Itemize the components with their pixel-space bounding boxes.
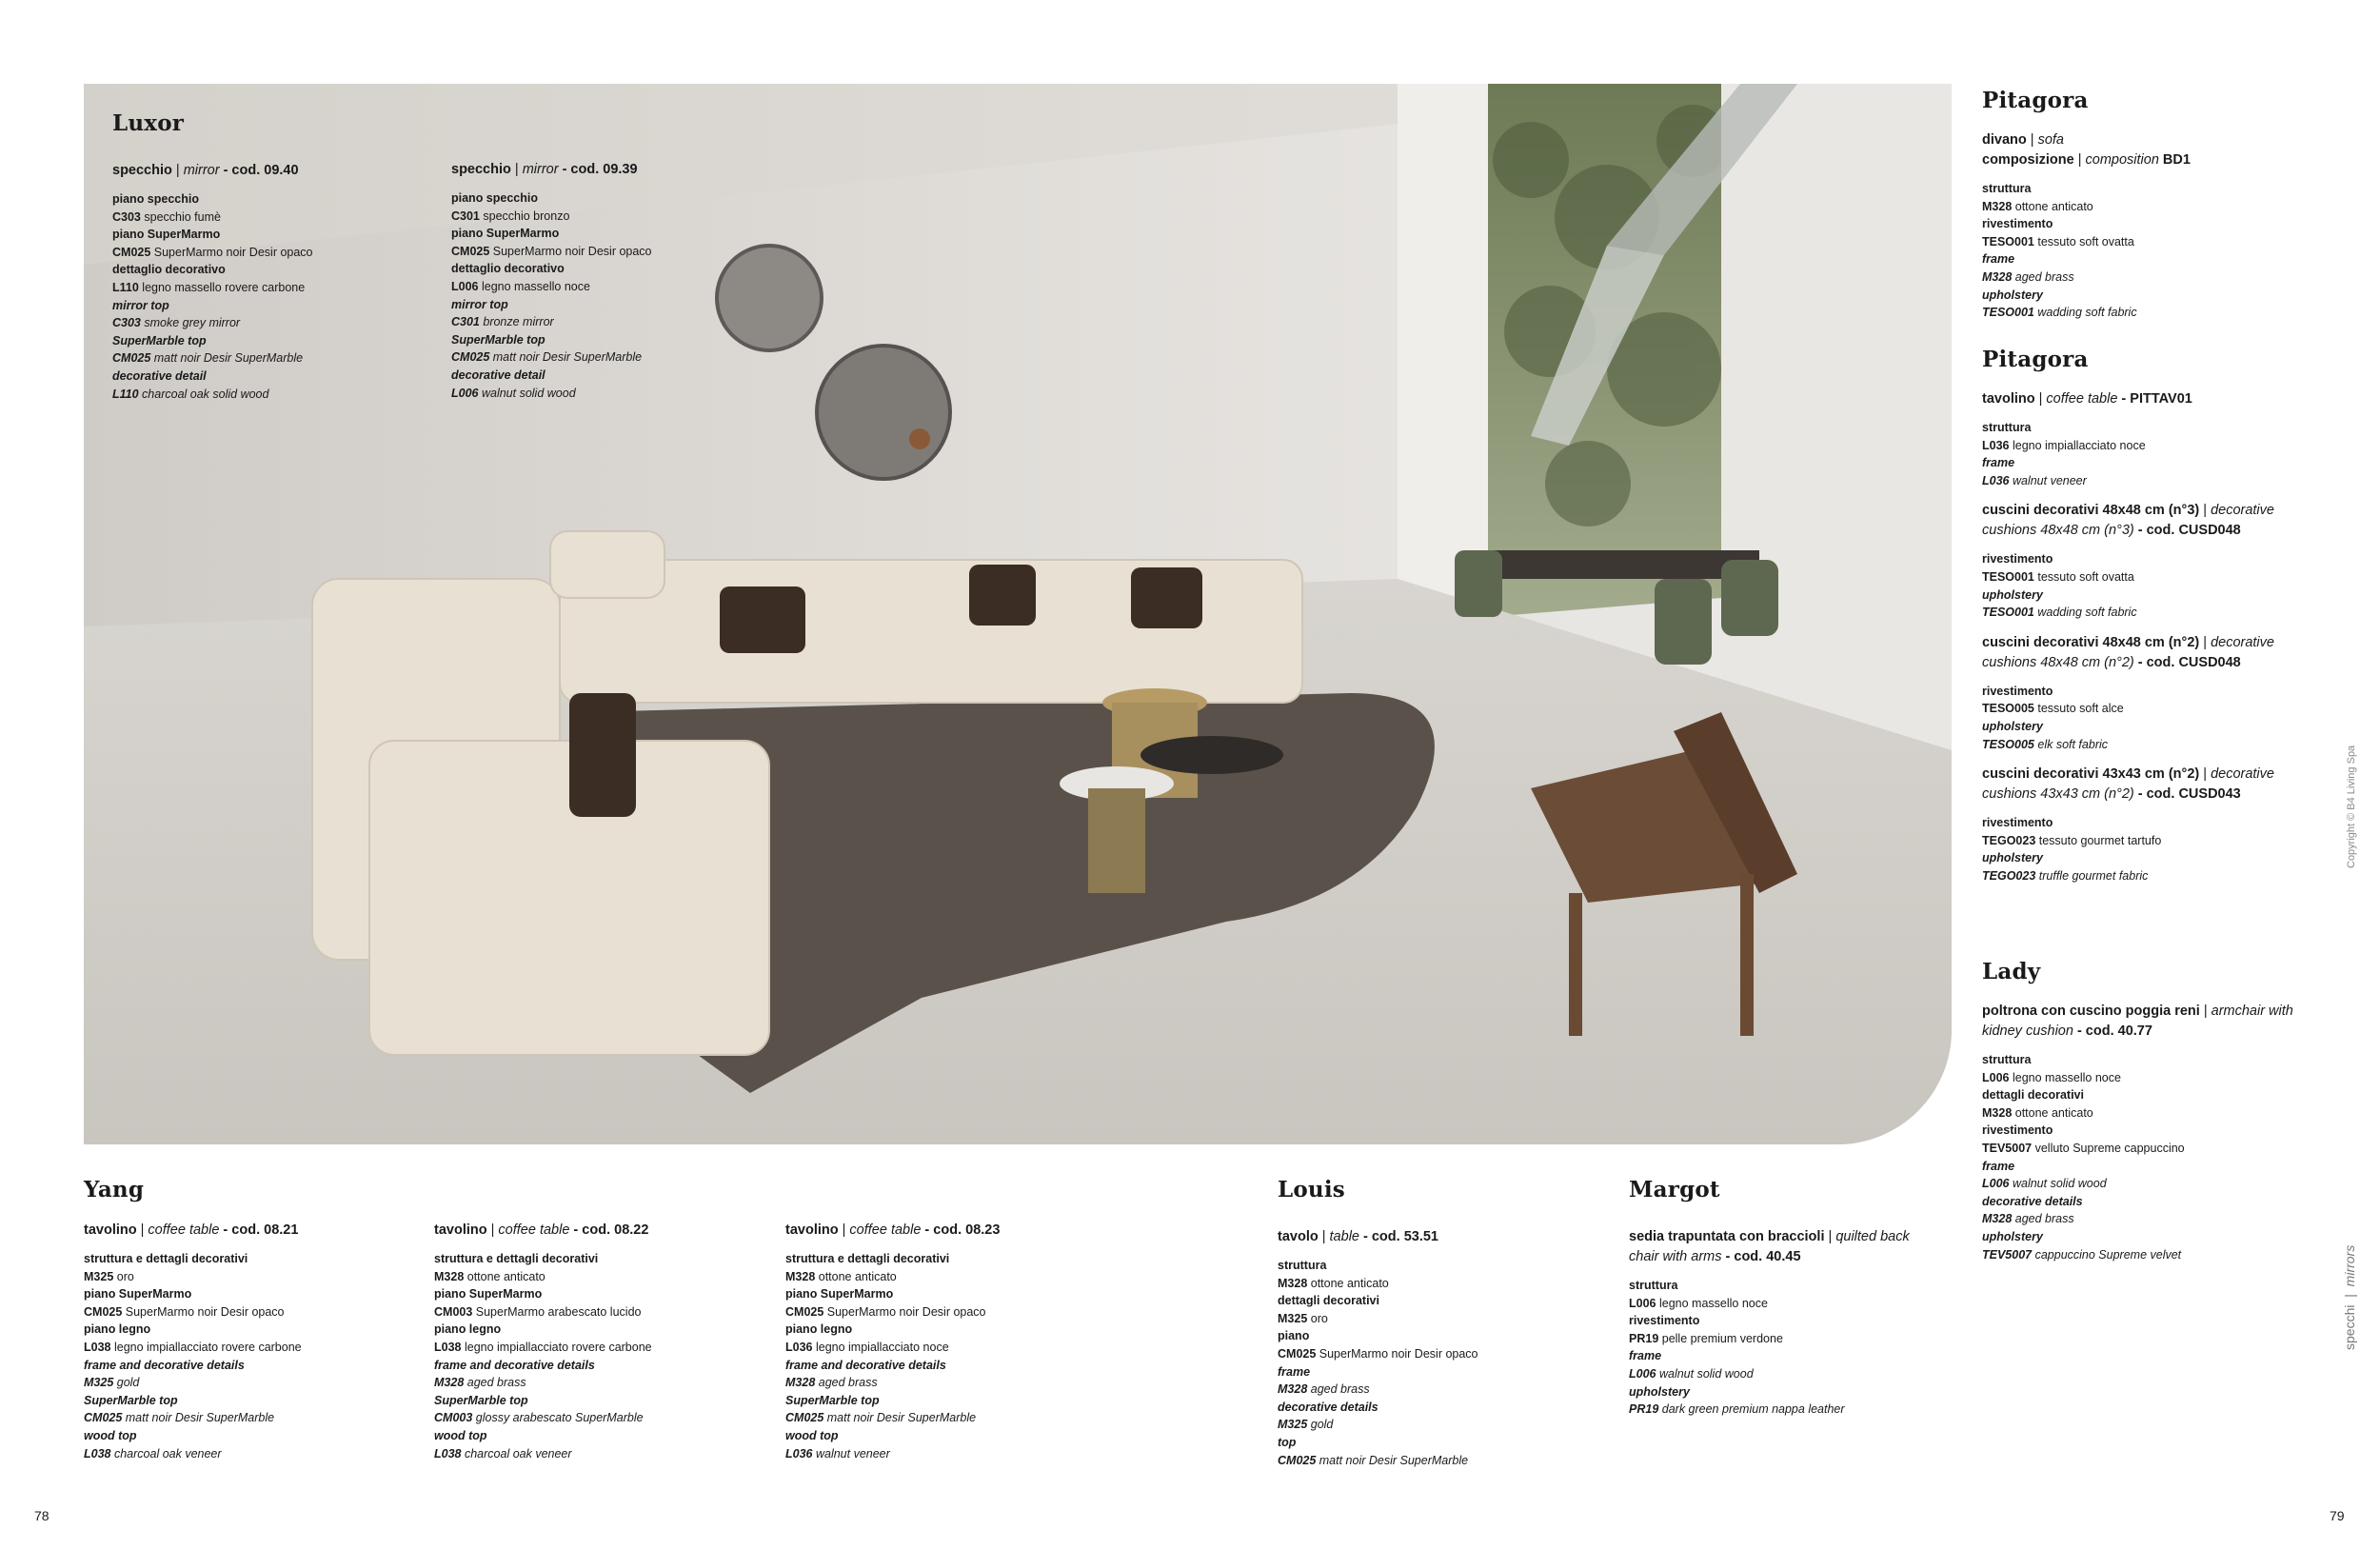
pit-table-head-it: tavolino (1982, 391, 2035, 407)
yang-col-3 (785, 1221, 1128, 1462)
yang-col-1-heading: tavolino | coffee table - cod. 08.21 (84, 1222, 299, 1238)
spec-line: upholstery (1982, 1229, 2043, 1243)
louis-heading: tavolo | table - cod. 53.51 (1278, 1229, 1438, 1244)
spec-line: piano SuperMarmo (112, 228, 221, 242)
spec-line: TESO001 tessuto soft ovatta (1982, 569, 2134, 584)
yang-col-1-spec (84, 1250, 426, 1462)
spec-line: C303 smoke grey mirror (112, 316, 241, 330)
spec-line: wood top (434, 1428, 487, 1442)
yang3-head-code: - cod. 08.23 (921, 1222, 1001, 1238)
spec-line: piano legno (434, 1322, 502, 1337)
spec-line: M325 gold (84, 1376, 140, 1390)
cushion-2-head-code: - cod. CUSD048 (2133, 654, 2241, 670)
spec-line: CM025 SuperMarmo noir Desir opaco (785, 1304, 986, 1319)
spec-line: CM025 SuperMarmo noir Desir opaco (112, 245, 313, 259)
page-number-left: 78 (34, 1508, 50, 1523)
spec-line: M328 aged brass (1982, 1212, 2074, 1226)
margot-head-en: quilted back chair with arms (1629, 1229, 1910, 1264)
pitagora-table-heading: tavolino | coffee table - PITTAV01 (1982, 391, 2192, 407)
pitagora-sofa-heading-2: composizione | composition BD1 (1982, 152, 2191, 168)
spec-line: PR19 dark green premium nappa leather (1629, 1402, 1845, 1417)
luxor-block (112, 110, 493, 403)
luxor-right-heading: specchio | mirror - cod. 09.39 (451, 162, 638, 177)
spec-line: rivestimento (1982, 1123, 2053, 1138)
margot-block (1629, 1177, 1943, 1419)
room-photo (84, 84, 1952, 1144)
spec-line: L038 charcoal oak veneer (434, 1446, 572, 1461)
spec-line: rivestimento (1982, 684, 2053, 698)
cushion-2-head-en: decorative cushions 48x48 cm (n°2) (1982, 634, 2274, 670)
luxor-title: Luxor (112, 110, 185, 136)
spec-line: M328 aged brass (1982, 269, 2074, 284)
luxor-right-spec (451, 189, 737, 402)
spec-line: TESO005 elk soft fabric (1982, 737, 2109, 751)
cushion-3-heading: cuscini decorativi 43x43 cm (n°2) | decorative cushions 43x43 cm (n°2) - cod. CUSD043 (1982, 766, 2274, 803)
spec-line: piano legno (84, 1322, 151, 1337)
pitagora-table-title: Pitagora (1982, 347, 2089, 372)
spec-line: upholstery (1982, 587, 2043, 602)
spec-line: L038 legno impiallacciato rovere carbone (84, 1340, 302, 1354)
spec-line: CM025 matt noir Desir SuperMarble (451, 350, 643, 365)
yang2-head-it: tavolino (434, 1222, 487, 1238)
yang-col-2-spec (434, 1250, 777, 1462)
pitagora-sofa-block (1982, 88, 2306, 322)
spec-line: CM003 SuperMarmo arabescato lucido (434, 1304, 642, 1319)
spec-line: upholstery (1982, 719, 2043, 733)
spec-line: frame and decorative details (785, 1358, 946, 1372)
spec-line: wood top (785, 1428, 839, 1442)
spec-line: M328 ottone anticato (1278, 1276, 1389, 1290)
lady-head-en: armchair with kidney cushion (1982, 1004, 2293, 1039)
margot-head-code: - cod. 40.45 (1721, 1249, 1801, 1264)
spec-line: upholstery (1629, 1384, 1690, 1399)
spec-line: rivestimento (1982, 552, 2053, 566)
luxor-right-head-code: - cod. 09.39 (558, 162, 638, 177)
spec-line: dettaglio decorativo (451, 262, 565, 276)
spec-line: decorative details (1982, 1194, 2083, 1208)
spec-line: M325 oro (84, 1269, 134, 1283)
spec-line: L036 walnut veneer (1982, 473, 2087, 487)
spec-line: TESO005 tessuto soft alce (1982, 702, 2124, 716)
cushion-3-head-code: - cod. CUSD043 (2133, 786, 2241, 803)
spec-line: frame (1278, 1364, 1311, 1379)
spec-line: L110 legno massello rovere carbone (112, 280, 306, 294)
yang1-head-en: coffee table (148, 1222, 220, 1238)
spec-line: upholstery (1982, 851, 2043, 865)
yang1-head-code: - cod. 08.21 (219, 1222, 299, 1238)
louis-title: Louis (1278, 1177, 1345, 1202)
spec-line: L110 charcoal oak solid wood (112, 387, 269, 401)
spec-line: CM025 SuperMarmo noir Desir opaco (451, 244, 652, 258)
cushion-1-head-it: cuscini decorativi 48x48 cm (n°3) (1982, 503, 2200, 519)
spec-line: piano specchio (112, 192, 199, 206)
cushion-2-heading: cuscini decorativi 48x48 cm (n°2) | decorative cushions 48x48 cm (n°2) - cod. CUSD048 (1982, 634, 2274, 670)
spec-line: L038 charcoal oak veneer (84, 1446, 222, 1461)
spec-line: CM025 matt noir Desir SuperMarble (112, 351, 304, 366)
spec-line: struttura (1982, 1053, 2032, 1066)
pitagora-sofa-heading-1: divano | sofa (1982, 132, 2064, 148)
cushion-2-head-it: cuscini decorativi 48x48 cm (n°2) (1982, 634, 2200, 650)
louis-spec (1278, 1257, 1601, 1469)
spec-line: TESO001 tessuto soft ovatta (1982, 234, 2134, 248)
spec-line: PR19 pelle premium verdone (1629, 1331, 1783, 1345)
louis-head-code: - cod. 53.51 (1359, 1229, 1438, 1244)
spec-line: SuperMarble top (451, 332, 545, 347)
yang-col-2 (434, 1221, 777, 1462)
yang2-head-en: coffee table (498, 1222, 570, 1238)
spec-line: M328 ottone anticato (434, 1269, 545, 1283)
louis-head-en: table (1329, 1229, 1359, 1244)
yang3-head-en: coffee table (849, 1222, 922, 1238)
spec-line: L036 legno impiallacciato noce (1982, 438, 2146, 452)
page-number-right: 79 (2330, 1508, 2345, 1523)
cushion-1-head-code: - cod. CUSD048 (2133, 523, 2241, 539)
lady-head-code: - cod. 40.77 (2073, 1023, 2152, 1039)
luxor-left-head-en: mirror (183, 163, 220, 178)
spec-line: top (1278, 1435, 1297, 1449)
luxor-left-spec (112, 190, 493, 403)
spec-line: mirror top (451, 297, 508, 311)
louis-head-it: tavolo (1278, 1229, 1319, 1244)
spec-line: decorative detail (112, 368, 207, 383)
spec-line: mirror top (112, 298, 169, 312)
yang2-head-code: - cod. 08.22 (569, 1222, 649, 1238)
spec-line: L006 legno massello noce (451, 279, 590, 293)
spec-line: frame (1982, 456, 2015, 470)
spec-line: piano legno (785, 1322, 853, 1337)
spec-line: struttura e dettagli decorativi (434, 1252, 599, 1265)
spec-line: TESO001 wadding soft fabric (1982, 606, 2137, 620)
spec-line: C301 specchio bronzo (451, 209, 570, 223)
spec-line: piano SuperMarmo (84, 1287, 192, 1302)
cushion-3-spec (1982, 814, 2306, 884)
spec-line: dettagli decorativi (1278, 1294, 1379, 1308)
spec-line: L038 legno impiallacciato rovere carbone (434, 1340, 652, 1354)
spec-line: struttura (1982, 421, 2032, 434)
spec-line: M328 ottone anticato (1982, 199, 2093, 213)
spec-line: frame and decorative details (84, 1358, 245, 1372)
luxor-left-heading: specchio | mirror - cod. 09.40 (112, 163, 299, 178)
spec-line: M328 ottone anticato (785, 1269, 897, 1283)
spec-line: L006 walnut solid wood (1629, 1366, 1754, 1381)
yang-title: Yang (84, 1177, 145, 1202)
spec-line: CM025 matt noir Desir SuperMarble (1278, 1453, 1469, 1467)
spec-line: rivestimento (1982, 217, 2053, 231)
yang-col-1 (84, 1221, 426, 1462)
yang1-head-it: tavolino (84, 1222, 137, 1238)
spec-line: L036 walnut veneer (785, 1446, 890, 1461)
spec-line: TEV5007 cappuccino Supreme velvet (1982, 1247, 2182, 1262)
spec-line: piano specchio (451, 191, 538, 205)
spec-line: decorative detail (451, 368, 545, 382)
louis-block (1278, 1177, 1601, 1469)
spec-line: SuperMarble top (112, 333, 207, 348)
section-label-en: mirrors (2342, 1244, 2357, 1287)
pit-comp-code: BD1 (2162, 152, 2191, 168)
pit-sofa-head-en: sofa (2037, 132, 2064, 148)
spec-line: dettagli decorativi (1982, 1088, 2084, 1103)
yang-col-2-heading: tavolino | coffee table - cod. 08.22 (434, 1222, 649, 1238)
spec-line: frame (1982, 252, 2015, 267)
spec-line: struttura e dettagli decorativi (84, 1252, 248, 1265)
spec-line: M325 gold (1278, 1418, 1334, 1432)
spec-line: L006 legno massello noce (1982, 1070, 2121, 1084)
luxor-left-head-it: specchio (112, 163, 172, 178)
pit-comp-head-it: composizione (1982, 152, 2074, 168)
pitagora-table-block (1982, 347, 2306, 885)
margot-heading: sedia trapuntata con braccioli | quilted back chair with arms - cod. 40.45 (1629, 1229, 1910, 1264)
cushion-1-spec (1982, 550, 2306, 621)
cushion-1-heading: cuscini decorativi 48x48 cm (n°3) | decorative cushions 48x48 cm (n°3) - cod. CUSD048 (1982, 503, 2274, 539)
spec-line: M325 oro (1278, 1311, 1328, 1325)
lady-title: Lady (1982, 959, 2041, 984)
spec-line: CM025 matt noir Desir SuperMarble (84, 1411, 275, 1425)
spec-line: M328 aged brass (434, 1376, 526, 1390)
spec-line: L006 walnut solid wood (1982, 1177, 2107, 1191)
pit-table-head-en: coffee table (2046, 391, 2118, 407)
spec-line: SuperMarble top (434, 1393, 528, 1407)
spec-line: TEGO023 truffle gourmet fabric (1982, 868, 2149, 883)
spec-line: L006 legno massello noce (1629, 1296, 1768, 1310)
spec-line: dettaglio decorativo (112, 263, 226, 277)
spec-line: TESO001 wadding soft fabric (1982, 306, 2137, 320)
spec-line: SuperMarble top (785, 1393, 880, 1407)
spec-line: CM025 matt noir Desir SuperMarble (785, 1411, 977, 1425)
spec-line: struttura (1629, 1279, 1678, 1292)
spec-line: frame (1629, 1349, 1662, 1363)
lady-spec (1982, 1051, 2306, 1263)
spec-line: CM025 SuperMarmo noir Desir opaco (84, 1304, 285, 1319)
cushion-1-head-en: decorative cushions 48x48 cm (n°3) (1982, 503, 2274, 539)
spec-line: M328 ottone anticato (1982, 1105, 2093, 1120)
spec-line: decorative details (1278, 1400, 1378, 1414)
luxor-right-block (451, 160, 737, 402)
pitagora-table-spec (1982, 419, 2306, 489)
spec-line: piano SuperMarmo (785, 1287, 894, 1302)
luxor-right-head-en: mirror (522, 162, 559, 177)
pitagora-sofa-title: Pitagora (1982, 88, 2089, 113)
yang-col-3-spec (785, 1250, 1128, 1462)
spec-line: TEGO023 tessuto gourmet tartufo (1982, 833, 2162, 847)
spec-line: rivestimento (1629, 1314, 1700, 1328)
margot-spec (1629, 1277, 1943, 1419)
spec-line: M328 aged brass (1278, 1382, 1370, 1397)
spec-line: C301 bronze mirror (451, 315, 554, 329)
spec-line: piano (1278, 1329, 1310, 1343)
spec-line: SuperMarble top (84, 1393, 178, 1407)
lady-heading: poltrona con cuscino poggia reni | armchair with kidney cushion - cod. 40.77 (1982, 1004, 2293, 1039)
spec-line: struttura (1982, 182, 2032, 195)
pit-comp-head-en: composition (2085, 152, 2159, 168)
spec-line: CM025 SuperMarmo noir Desir opaco (1278, 1346, 1478, 1361)
luxor-left-head-code: - cod. 09.40 (219, 163, 299, 178)
section-label (2342, 1245, 2357, 1350)
copyright-text: Copyright © B4 Living Spa (2346, 745, 2357, 868)
spec-line: piano SuperMarmo (434, 1287, 543, 1302)
cushion-2-spec (1982, 683, 2306, 753)
spec-line: L036 legno impiallacciato noce (785, 1340, 949, 1354)
pit-table-head-code: - PITTAV01 (2117, 391, 2192, 407)
cushion-3-head-it: cuscini decorativi 43x43 cm (n°2) (1982, 766, 2200, 783)
luxor-right-head-it: specchio (451, 162, 511, 177)
spec-line: wood top (84, 1428, 137, 1442)
spec-line: upholstery (1982, 288, 2043, 302)
lady-head-it: poltrona con cuscino poggia reni (1982, 1004, 2200, 1019)
margot-title: Margot (1629, 1177, 1720, 1202)
yang3-head-it: tavolino (785, 1222, 839, 1238)
section-label-it: specchi (2342, 1304, 2357, 1350)
spec-line: struttura e dettagli decorativi (785, 1252, 950, 1265)
spec-line: piano SuperMarmo (451, 227, 560, 241)
section-label-sep: | (2342, 1294, 2357, 1298)
spec-line: C303 specchio fumè (112, 209, 221, 224)
spec-line: rivestimento (1982, 816, 2053, 830)
spec-line: TEV5007 velluto Supreme cappuccino (1982, 1141, 2185, 1155)
spec-line: frame and decorative details (434, 1358, 595, 1372)
spec-line: struttura (1278, 1259, 1327, 1272)
spec-line: frame (1982, 1159, 2015, 1173)
spec-line: CM003 glossy arabescato SuperMarble (434, 1411, 644, 1425)
cushion-3-head-en: decorative cushions 43x43 cm (n°2) (1982, 766, 2274, 803)
yang-col-3-heading: tavolino | coffee table - cod. 08.23 (785, 1222, 1001, 1238)
spec-line: M328 aged brass (785, 1376, 878, 1390)
lady-block (1982, 959, 2306, 1263)
pitagora-sofa-spec (1982, 180, 2306, 322)
pit-sofa-head-it: divano (1982, 132, 2027, 148)
spec-line: L006 walnut solid wood (451, 386, 576, 400)
margot-head-it: sedia trapuntata con braccioli (1629, 1229, 1825, 1244)
